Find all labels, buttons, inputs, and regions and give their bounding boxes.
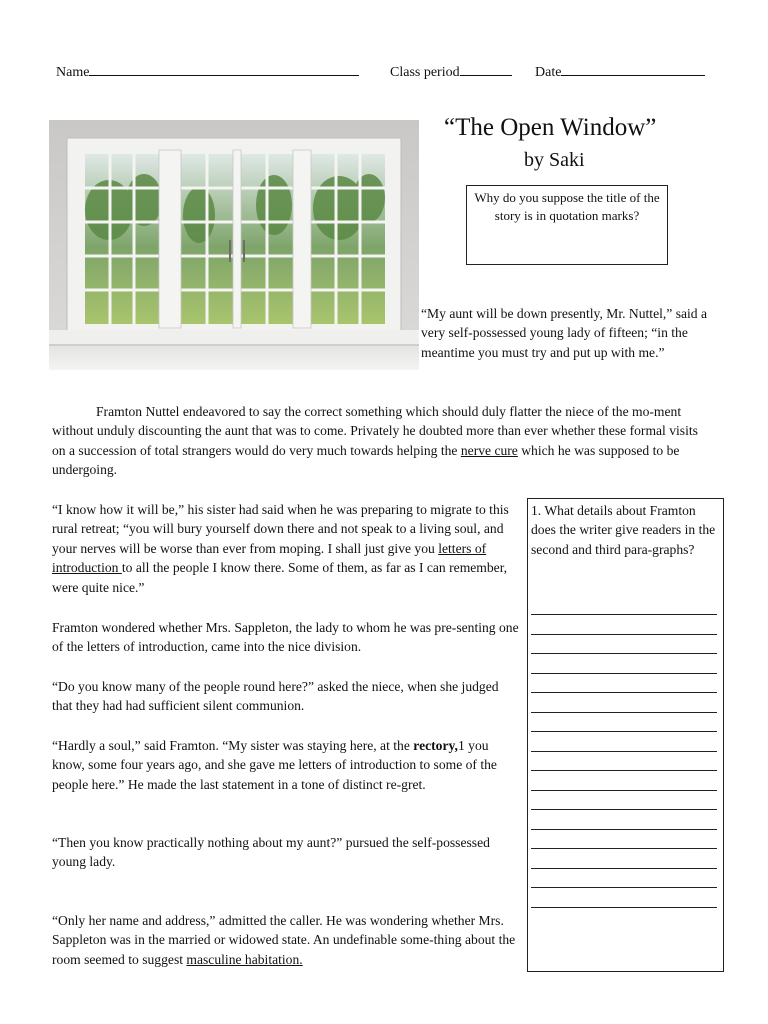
- paragraph-8-text: “Only her name and address,” admitted the caller. He was wondering whether Mrs. Sappleton was in the married or widowed state. An undefinable some-thing about the room seemed to suggest: [52, 913, 516, 967]
- answer-line[interactable]: [531, 848, 717, 849]
- title-question: Why do you suppose the title of the story is in quotation marks?: [474, 190, 660, 223]
- date-field: [535, 60, 705, 83]
- name-field: [56, 60, 359, 83]
- vocab-letters-of-introduction: letters of introduction: [52, 540, 487, 576]
- answer-line[interactable]: [531, 868, 717, 869]
- answer-line[interactable]: [531, 907, 717, 908]
- answer-line[interactable]: [531, 653, 717, 654]
- answer-line[interactable]: [531, 829, 717, 830]
- story-title: “The Open Window”: [444, 114, 657, 141]
- paragraph-3-text: “I know how it will be,” his sister had said when he was preparing to migrate to this rural retreat; “you will bury yourself down there and not speak to a living soul, and your nerves will be worse than ever from moping. I shall just give you: [52, 502, 509, 556]
- date-label: Date: [535, 65, 562, 80]
- paragraph-6-text-end: you know, some four years ago, and she gave me letters of introduction to some of the people here.” He made the last statement in a tone of distinct re-gret.: [52, 738, 497, 792]
- answer-line[interactable]: [531, 751, 717, 752]
- answer-line[interactable]: [531, 614, 717, 615]
- class-period-field: [390, 60, 512, 83]
- answer-line[interactable]: [531, 731, 717, 732]
- title-question-box[interactable]: [466, 185, 668, 265]
- question-1-box: [527, 498, 724, 972]
- intro-paragraph: “My aunt will be down presently, Mr. Nuttel,” said a very self-possessed young lady of fifteen; “in the meantime you must try and put up with me.”: [421, 306, 708, 360]
- paragraph-5: “Do you know many of the people round here?” asked the niece, when she judged that they had had sufficient silent communion.: [52, 679, 499, 714]
- paragraph-7: “Then you know practically nothing about my aunt?” pursued the self-possessed young lady.: [52, 835, 490, 870]
- question-1-text: 1. What details about Framton does the writer give readers in the second and third para-graphs?: [531, 503, 716, 557]
- answer-line[interactable]: [531, 673, 717, 674]
- answer-line[interactable]: [531, 887, 717, 888]
- answer-line[interactable]: [531, 692, 717, 693]
- paragraph-6: [52, 736, 522, 794]
- answer-line[interactable]: [531, 790, 717, 791]
- paragraph-2: [52, 402, 714, 480]
- paragraph-2-text-end: which he was supposed to be undergoing.: [52, 442, 680, 478]
- paragraph-4: Framton wondered whether Mrs. Sappleton, the lady to whom he was pre-senting one of the letters of introduction, came into the nice division.: [52, 620, 519, 655]
- vocab-masculine-habitation: masculine habitation.: [186, 951, 303, 967]
- paragraph-3: [52, 500, 522, 597]
- vocab-rectory: rectory,: [413, 738, 458, 753]
- vocab-nerve-cure: nerve cure: [460, 442, 518, 458]
- story-author: by Saki: [524, 149, 585, 171]
- answer-line[interactable]: [531, 809, 717, 810]
- date-blank[interactable]: [561, 60, 705, 76]
- class-period-label: Class period: [390, 65, 460, 80]
- name-label: Name: [56, 65, 90, 80]
- answer-line[interactable]: [531, 634, 717, 635]
- class-period-blank[interactable]: [460, 60, 512, 76]
- footnote-marker[interactable]: 1: [457, 738, 465, 753]
- answer-line[interactable]: [531, 712, 717, 713]
- answer-line[interactable]: [531, 770, 717, 771]
- paragraph-3-text-end: to all the people I know there. Some of them, as far as I can remember, were quite nice.”: [52, 560, 508, 595]
- paragraph-8: [52, 911, 524, 969]
- name-blank[interactable]: [89, 60, 359, 76]
- open-window-photo: [49, 120, 419, 370]
- paragraph-2-text: Framton Nuttel endeavored to say the correct something which should duly flatter the niece of the mo-ment without unduly discounting the aunt that was to come. Privately he doubted more than ever whether these formal visits on a succession of total strangers would do very much towards helping the: [52, 404, 698, 458]
- paragraph-6-text: “Hardly a soul,” said Framton. “My sister was staying here, at the: [52, 738, 414, 753]
